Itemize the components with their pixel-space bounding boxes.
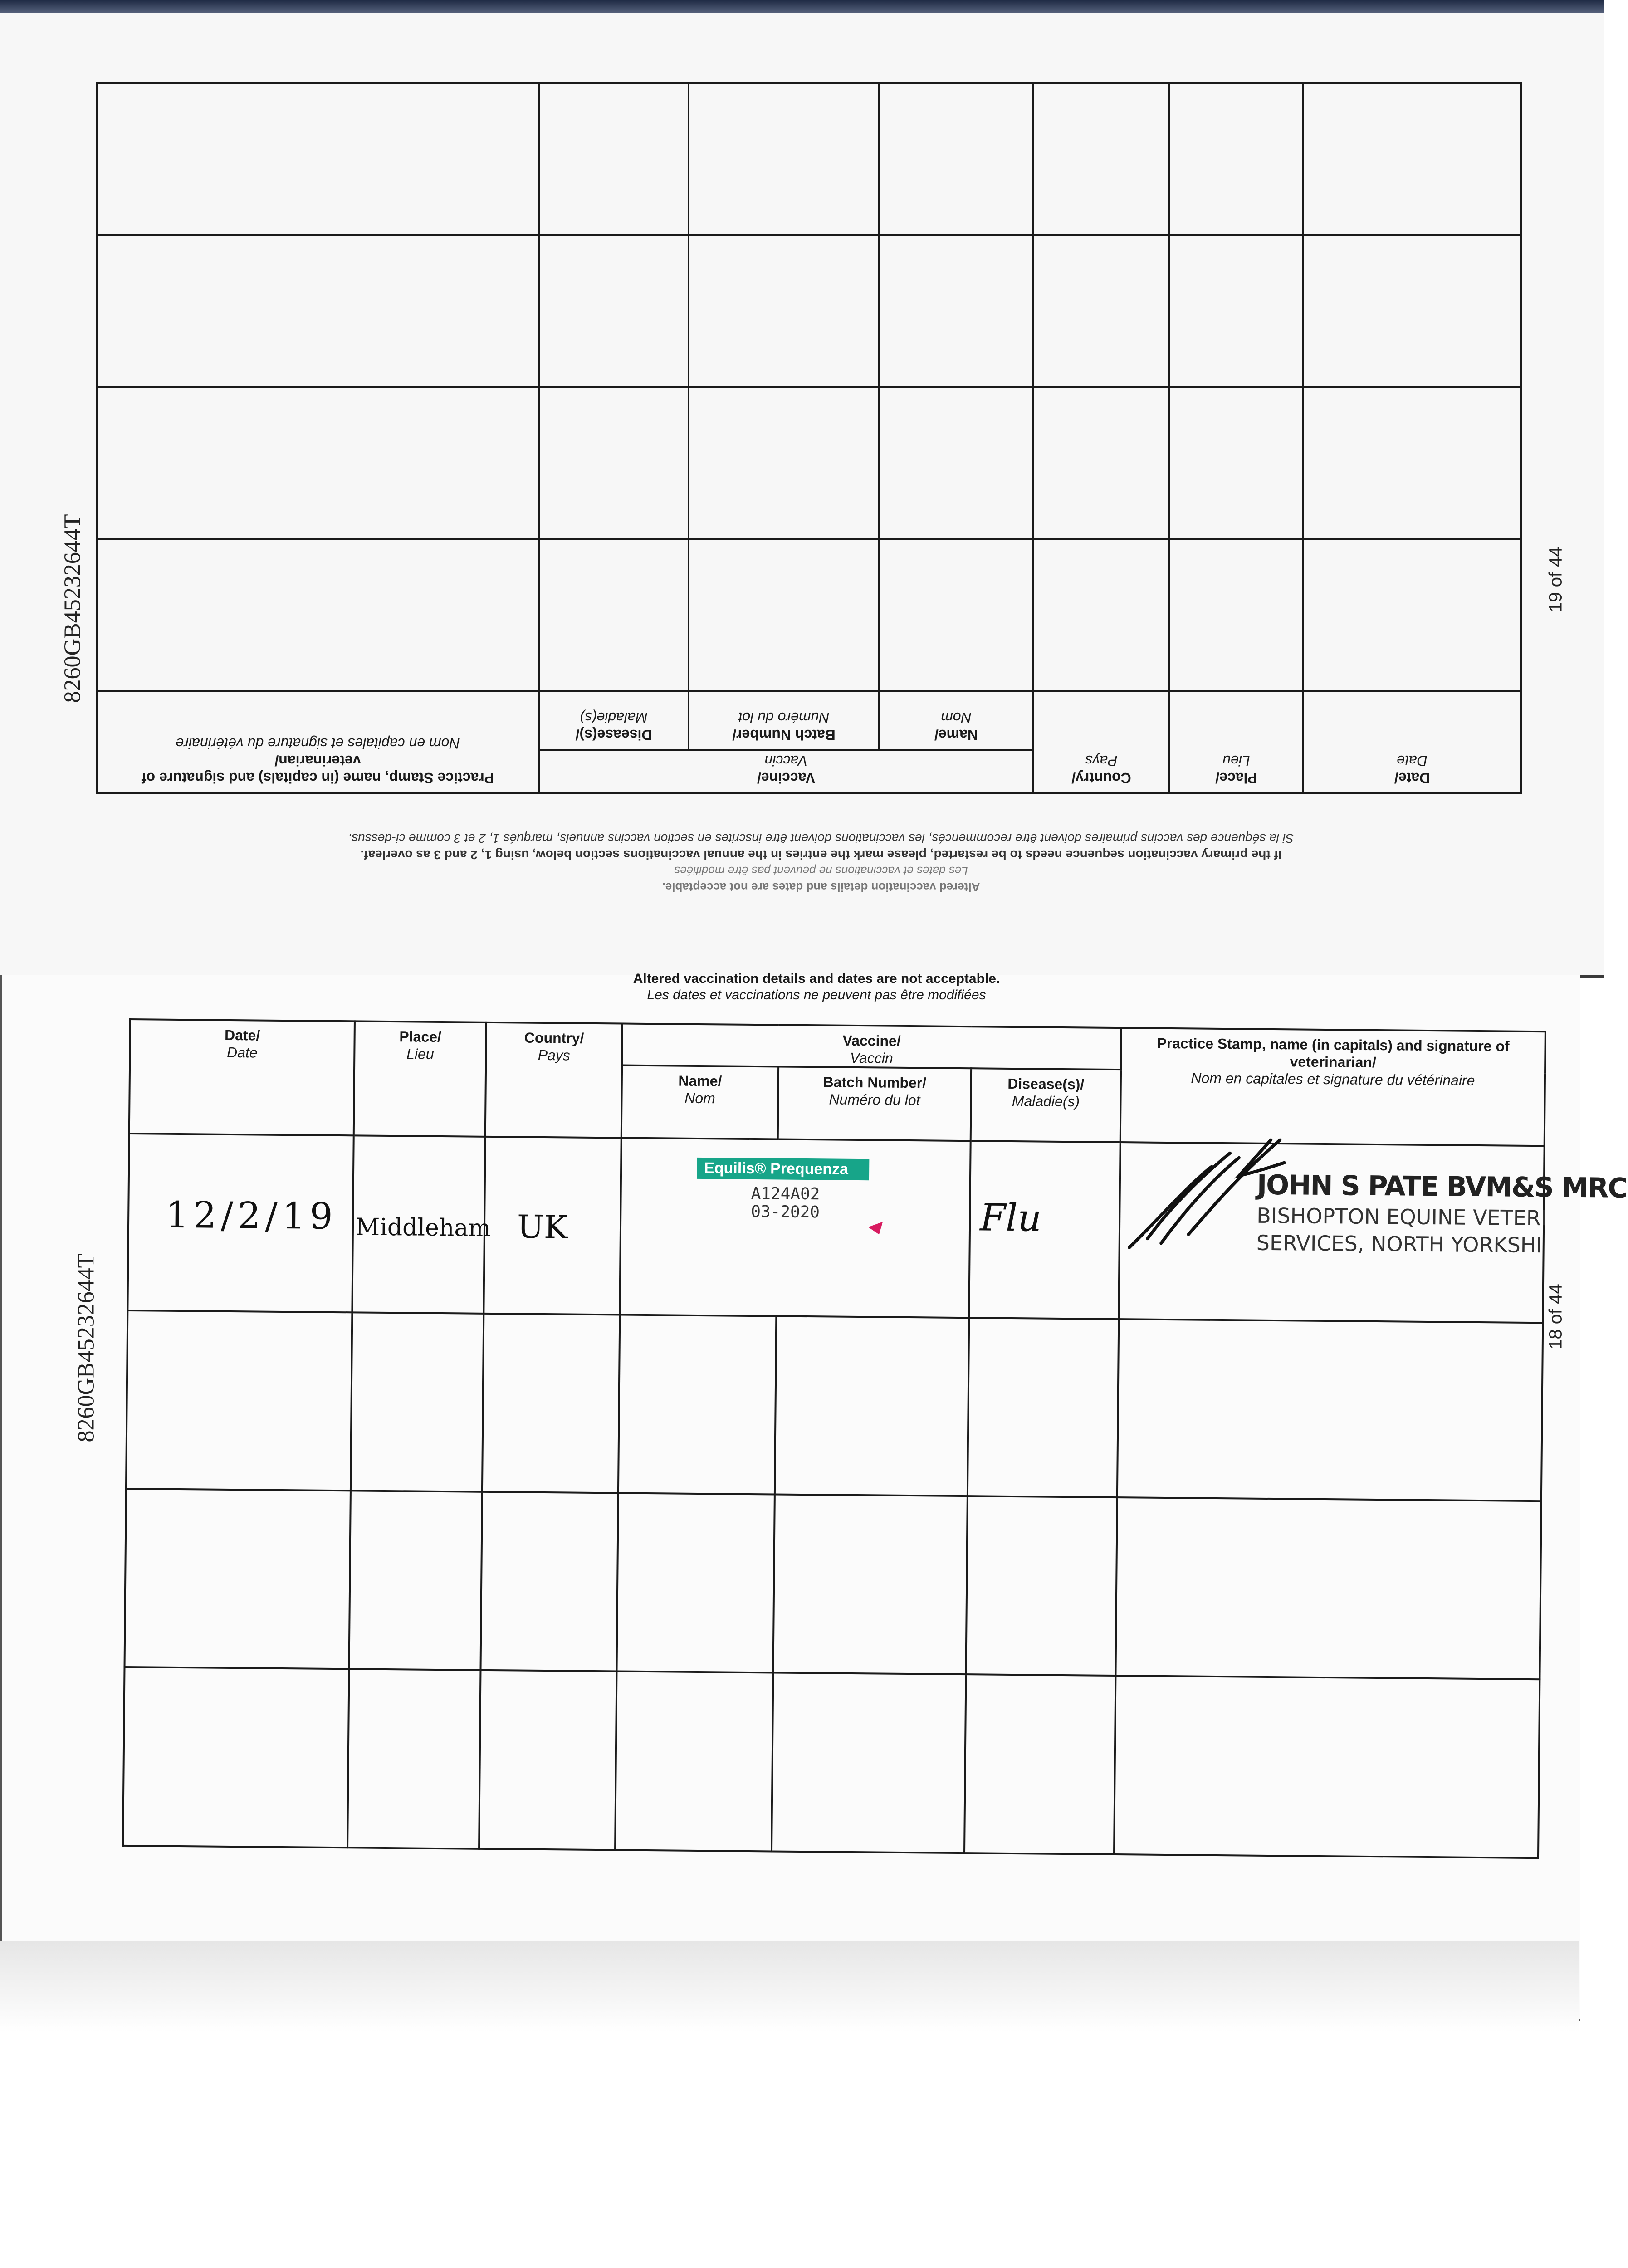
top-table-row xyxy=(97,539,1521,691)
vaccine-sticker-brand: Equilis® Prequenza xyxy=(697,1158,869,1180)
vaccine-sticker-batch: A124A02 xyxy=(751,1184,820,1204)
cell-disease xyxy=(969,1141,1120,1319)
top-header-disease: Disease(s)/ Maladie(s) xyxy=(539,691,689,750)
header-stamp: Practice Stamp, name (in capitals) and signature of veterinarian/ Nom en capitales et signature du vétérinaire xyxy=(1120,1028,1545,1146)
bottom-altered-notice: Altered vaccination details and dates are not acceptable. Les dates et vaccinations ne peuvent pas être modifiées xyxy=(633,971,1000,1002)
sticker-red-mark xyxy=(866,1218,885,1236)
top-table-row xyxy=(97,235,1521,387)
table-row xyxy=(126,1310,1543,1501)
top-header-vaccine: Vaccine/ Vaccin xyxy=(539,750,1033,793)
header-place: Place/ Lieu xyxy=(354,1021,486,1137)
top-header-name: Name/ Nom xyxy=(879,691,1033,750)
scanner-edge-band xyxy=(0,0,1604,13)
header-country: Country/ Pays xyxy=(485,1022,622,1138)
header-name: Name/ Nom xyxy=(621,1065,778,1139)
cell-place xyxy=(352,1135,491,1314)
header-batch: Batch Number/ Numéro du lot xyxy=(778,1066,971,1141)
header-date: Date/ Date xyxy=(129,1019,355,1135)
entry-country: UK xyxy=(517,1208,568,1246)
top-header-batch: Batch Number/ Numéro du lot xyxy=(689,691,879,750)
cell-vaccine-label xyxy=(620,1138,970,1318)
top-header-stamp: Practice Stamp, name (in capitals) and signature of veterinarian/ Nom en capitales et signature du vétérinaire xyxy=(97,691,539,793)
serial-number-bottom: 8260GB45232644T xyxy=(73,1253,99,1442)
page-number-top: 19 of 44 xyxy=(1545,547,1566,612)
stamp-practice-name: BISHOPTON EQUINE VETERI xyxy=(1256,1203,1547,1231)
stamp-vet-name: JOHN S PATE BVM&S MRC xyxy=(1256,1169,1627,1204)
top-header-date: Date/ Date xyxy=(1303,691,1521,793)
top-table-row xyxy=(97,387,1521,539)
vaccine-sticker-expiry: 03-2020 xyxy=(751,1202,820,1222)
stamp-practice-location: SERVICES, NORTH YORKSHI xyxy=(1256,1230,1543,1258)
page-number-bottom: 18 of 44 xyxy=(1545,1284,1566,1349)
table-row-entry-1 xyxy=(127,1134,1544,1323)
top-restart-notice: Altered vaccination details and dates are not acceptable. Les dates et vaccinations ne peuvent pas être modifiées If the primary vaccination sequence needs to be restarted, please mark the entries in the annual vaccinations section below, using 1, 2 and 3 as overleaf. Si la séquence des vaccins primaires doivent être recommencés, les vaccinations doivent être inscrites en section vaccins annuels, marqués 1, 2 et 3 comme ci-dessus. xyxy=(348,831,1294,894)
serial-number-top: 8260GB45232644T xyxy=(59,514,86,703)
top-header-country: Country/ Pays xyxy=(1033,691,1169,793)
entry-disease: Flu xyxy=(979,1196,1042,1240)
top-vaccination-table xyxy=(98,84,1522,794)
top-table-row xyxy=(97,83,1521,235)
top-header-place: Place/ Lieu xyxy=(1169,691,1303,793)
entry-place: Middleham xyxy=(355,1213,491,1242)
header-disease: Disease(s)/ Maladie(s) xyxy=(971,1068,1121,1142)
page-edge-shadow xyxy=(0,1941,1579,2032)
table-row xyxy=(123,1667,1540,1858)
cell-date xyxy=(127,1134,353,1312)
vaccine-sticker xyxy=(696,1158,869,1222)
header-vaccine: Vaccine/ Vaccin xyxy=(622,1023,1121,1070)
table-row xyxy=(125,1489,1541,1679)
entry-date: 12/2/19 xyxy=(165,1193,338,1238)
cell-country xyxy=(484,1137,621,1315)
